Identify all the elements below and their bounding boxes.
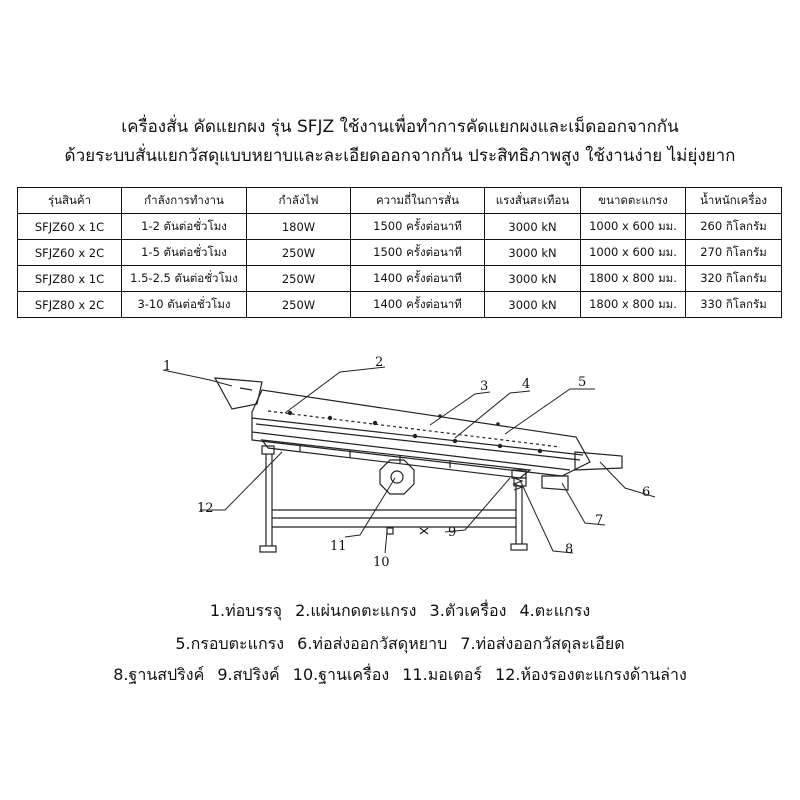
table-cell: 330 กิโลกรัม bbox=[686, 292, 782, 318]
diagram-label-2: 2 bbox=[375, 355, 384, 370]
table-row bbox=[18, 292, 782, 318]
diagram-label-9: 9 bbox=[448, 525, 457, 540]
table-cell: 250W bbox=[247, 240, 351, 266]
table-cell: 3000 kN bbox=[485, 214, 581, 240]
table-cell: SFJZ80 x 1C bbox=[18, 266, 122, 292]
table-cell: 1-5 ตันต่อชั่วโมง bbox=[122, 240, 247, 266]
table-header: แรงสั่นสะเทือน bbox=[485, 188, 581, 214]
table-cell: 3-10 ตันต่อชั่วโมง bbox=[122, 292, 247, 318]
machine-body bbox=[252, 390, 590, 476]
legend-line-1 bbox=[0, 600, 800, 622]
table-cell: 1500 ครั้งต่อนาที bbox=[351, 214, 485, 240]
legend-line-3 bbox=[0, 664, 800, 686]
table-cell: 1800 x 800 มม. bbox=[581, 292, 686, 318]
legend-item: 10.ฐานเครื่อง bbox=[292, 665, 390, 684]
diagram-label-1: 1 bbox=[163, 359, 172, 374]
diagram-label-7: 7 bbox=[595, 513, 604, 528]
legend-item: 8.ฐานสปริงค์ bbox=[113, 665, 205, 684]
diagram-label-8: 8 bbox=[565, 542, 574, 557]
table-cell: 270 กิโลกรัม bbox=[686, 240, 782, 266]
table-cell: 1400 ครั้งต่อนาที bbox=[351, 266, 485, 292]
table-header: รุ่นสินค้า bbox=[18, 188, 122, 214]
table-header: ขนาดตะแกรง bbox=[581, 188, 686, 214]
legend-item: 5.กรอบตะแกรง bbox=[175, 634, 285, 653]
table-cell: 1000 x 600 มม. bbox=[581, 214, 686, 240]
table-header: กำลังการทำงาน bbox=[122, 188, 247, 214]
table-cell: 1000 x 600 มม. bbox=[581, 240, 686, 266]
table-cell: 180W bbox=[247, 214, 351, 240]
table-cell: 1.5-2.5 ตันต่อชั่วโมง bbox=[122, 266, 247, 292]
table-cell: 1800 x 800 มม. bbox=[581, 266, 686, 292]
table-header: กำลังไฟ bbox=[247, 188, 351, 214]
table-cell: 3000 kN bbox=[485, 240, 581, 266]
table-cell: 1500 ครั้งต่อนาที bbox=[351, 240, 485, 266]
diagram-label-11: 11 bbox=[330, 539, 347, 554]
legend-line-2 bbox=[0, 633, 800, 655]
spec-table bbox=[17, 187, 782, 318]
table-cell: 260 กิโลกรัม bbox=[686, 214, 782, 240]
diagram-label-4: 4 bbox=[522, 377, 531, 392]
table-cell: SFJZ80 x 2C bbox=[18, 292, 122, 318]
diagram-label-5: 5 bbox=[578, 375, 587, 390]
leader-lines bbox=[163, 367, 655, 553]
machine-base bbox=[260, 446, 527, 552]
legend-item: 12.ห้องรองตะแกรงด้านล่าง bbox=[495, 665, 687, 684]
legend-item: 4.ตะแกรง bbox=[519, 601, 591, 620]
table-row bbox=[18, 214, 782, 240]
table-header: น้ำหนักเครื่อง bbox=[686, 188, 782, 214]
table-cell: 3000 kN bbox=[485, 292, 581, 318]
title-line-1: เครื่องสั่น คัดแยกผง รุ่น SFJZ ใช้งานเพื่อทำการคัดแยกผงและเม็ดออกจากกัน bbox=[121, 117, 679, 137]
legend-item: 3.ตัวเครื่อง bbox=[429, 601, 507, 620]
table-cell: SFJZ60 x 1C bbox=[18, 214, 122, 240]
legend-item: 6.ท่อส่งออกวัสดุหยาบ bbox=[297, 634, 448, 653]
diagram-label-6: 6 bbox=[642, 485, 651, 500]
legend-item: 7.ท่อส่งออกวัสดุละเอียด bbox=[460, 634, 625, 653]
machine-diagram bbox=[0, 340, 800, 580]
title-line-2: ด้วยระบบสั่นแยกวัสดุแบบหยาบและละเอียดออกจากกัน ประสิทธิภาพสูง ใช้งานง่าย ไม่ยุ่งยาก bbox=[64, 146, 736, 166]
diagram-label-12: 12 bbox=[197, 501, 214, 516]
legend-item: 9.สปริงค์ bbox=[217, 665, 280, 684]
table-cell: 1400 ครั้งต่อนาที bbox=[351, 292, 485, 318]
legend-item: 2.แผ่นกดตะแกรง bbox=[295, 601, 417, 620]
motor bbox=[380, 460, 414, 494]
legend-item: 1.ท่อบรรจุ bbox=[209, 601, 282, 620]
table-cell: 320 กิโลกรัม bbox=[686, 266, 782, 292]
fine-outlet bbox=[542, 476, 568, 490]
table-cell: 3000 kN bbox=[485, 266, 581, 292]
table-header: ความถี่ในการสั่น bbox=[351, 188, 485, 214]
table-cell: 250W bbox=[247, 292, 351, 318]
table-row bbox=[18, 266, 782, 292]
diagram-label-3: 3 bbox=[480, 379, 489, 394]
table-row bbox=[18, 240, 782, 266]
legend-item: 11.มอเตอร์ bbox=[402, 665, 482, 684]
table-cell: 250W bbox=[247, 266, 351, 292]
table-header-row bbox=[18, 188, 782, 214]
table-cell: SFJZ60 x 2C bbox=[18, 240, 122, 266]
table-cell: 1-2 ตันต่อชั่วโมง bbox=[122, 214, 247, 240]
diagram-label-10: 10 bbox=[373, 555, 390, 570]
